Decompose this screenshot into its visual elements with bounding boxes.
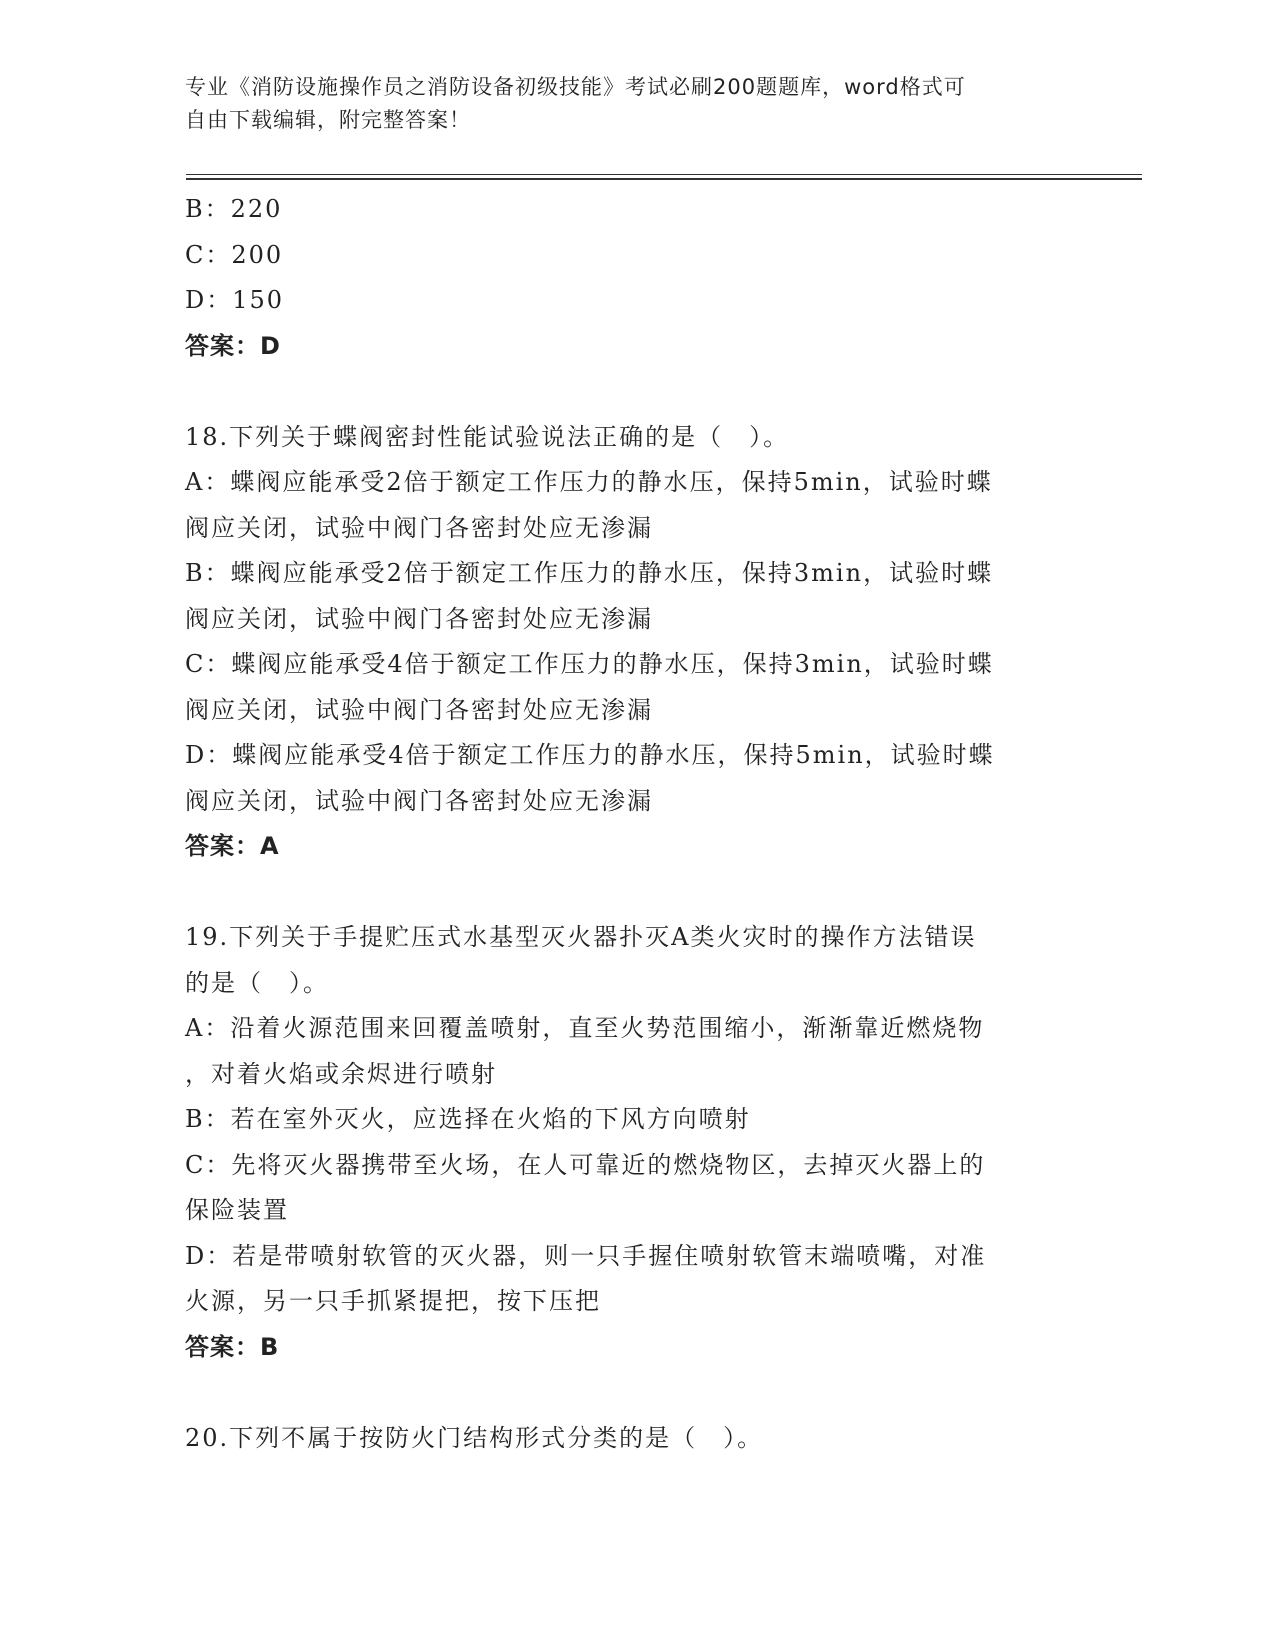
option-a-line-1: A：蝶阀应能承受2倍于额定工作压力的静水压，保持5min，试验时蝶 [185,468,993,496]
option-d-line-2: 火源，另一只手抓紧提把，按下压把 [185,1287,601,1315]
header-divider-thin [186,174,1142,175]
option-a-line-1: A：沿着火源范围来回覆盖喷射，直至火势范围缩小，渐渐靠近燃烧物 [185,1014,985,1042]
spacer [185,1370,1085,1416]
option-b: B：220 [185,195,283,223]
option-b-line-1: B：若在室外灭火，应选择在火焰的下风方向喷射 [185,1105,751,1133]
option-d-line-1: D：蝶阀应能承受4倍于额定工作压力的静水压，保持5min，试验时蝶 [185,741,995,769]
header-divider-thick [186,178,1142,180]
question-stem: 18.下列关于蝶阀密封性能试验说法正确的是（ ）。 [185,422,790,451]
option-b-line-1: B：蝶阀应能承受2倍于额定工作压力的静水压，保持3min，试验时蝶 [185,559,994,587]
option-d-line-2: 阀应关闭，试验中阀门各密封处应无渗漏 [185,786,653,815]
spacer [185,870,1085,916]
answer-line: 答案：D [185,331,281,360]
question-stem-line-1: 19.下列关于手提贮压式水基型灭火器扑灭A类火灾时的操作方法错误 [185,923,977,951]
option-c-line-2: 保险装置 [185,1196,289,1224]
answer-line: 答案：A [185,832,280,860]
option-a-line-2: ，对着火焰或余烬进行喷射 [185,1059,497,1088]
header-line-1: 专业《消防设施操作员之消防设备初级技能》考试必刷200题题库，word格式可 [185,75,966,99]
option-c: C：200 [185,240,284,269]
question-19 [185,915,1085,1370]
option-c-line-2: 阀应关闭，试验中阀门各密封处应无渗漏 [185,695,653,724]
question-content [185,187,1085,1461]
question-stem: 20.下列不属于按防火门结构形式分类的是（ ）。 [185,1423,764,1452]
answer-line: 答案：B [185,1332,280,1361]
option-c-line-1: C：先将灭火器携带至火场，在人可靠近的燃烧物区，去掉灭火器上的 [185,1150,986,1179]
header-line-2: 自由下载编辑，附完整答案！ [185,108,471,132]
prev-question-block [185,187,1085,369]
option-b-line-2: 阀应关闭，试验中阀门各密封处应无渗漏 [185,604,653,633]
option-d: D：150 [185,286,285,314]
option-a-line-2: 阀应关闭，试验中阀门各密封处应无渗漏 [185,513,653,542]
spacer [185,369,1085,415]
page-header [185,71,1065,137]
question-18 [185,415,1085,870]
option-d-line-1: D：若是带喷射软管的灭火器，则一只手握住喷射软管末端喷嘴，对准 [185,1241,987,1270]
question-stem-line-2: 的是（ ）。 [185,968,329,997]
option-c-line-1: C：蝶阀应能承受4倍于额定工作压力的静水压，保持3min，试验时蝶 [185,650,994,678]
question-20 [185,1416,1085,1462]
